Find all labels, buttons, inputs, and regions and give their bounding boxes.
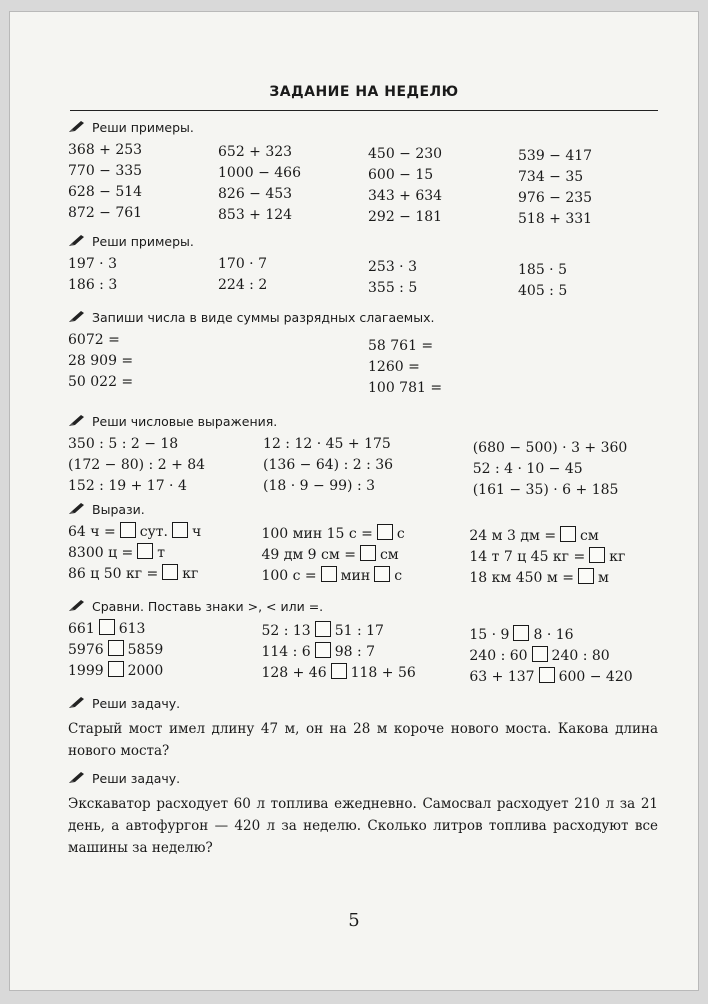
section-problem-1 bbox=[68, 694, 658, 762]
comparison: 52 : 13 51 : 17 bbox=[261, 623, 384, 639]
pencil-icon bbox=[68, 414, 86, 428]
conversion: 14 т 7 ц 45 кг = кг bbox=[469, 549, 626, 565]
section-header bbox=[68, 232, 658, 250]
section-comparisons bbox=[68, 597, 658, 688]
comparison: 114 : 6 98 : 7 bbox=[261, 644, 376, 660]
section-title: Реши задачу. bbox=[92, 770, 181, 786]
section-title: Сравни. Поставь знаки >, < или =. bbox=[92, 598, 324, 614]
section-title: Реши примеры. bbox=[92, 119, 194, 135]
conversion: 8300 ц = т bbox=[68, 545, 166, 561]
expression: (172 − 80) : 2 + 84 bbox=[68, 457, 206, 473]
example: 600 − 15 bbox=[368, 167, 434, 183]
section-title: Реши примеры. bbox=[92, 233, 194, 249]
example: 734 − 35 bbox=[518, 169, 584, 185]
example: 539 − 417 bbox=[518, 148, 593, 164]
number-item: 100 781 = bbox=[368, 380, 443, 396]
answer-box[interactable] bbox=[578, 568, 594, 584]
comparison: 15 · 9 8 · 16 bbox=[469, 627, 574, 643]
answer-box[interactable] bbox=[172, 522, 188, 538]
number-item: 6072 = bbox=[68, 332, 120, 348]
section-place-values bbox=[68, 308, 658, 399]
pencil-icon bbox=[68, 234, 86, 248]
example: 186 : 3 bbox=[68, 277, 118, 293]
example: 628 − 514 bbox=[68, 184, 143, 200]
example: 872 − 761 bbox=[68, 205, 143, 221]
example: 826 − 453 bbox=[218, 186, 293, 202]
example: 170 · 7 bbox=[218, 256, 267, 272]
conversions-grid bbox=[68, 522, 658, 589]
example: 343 + 634 bbox=[368, 188, 443, 204]
problem-text: Экскаватор расходует 60 л топлива ежедневно. Самосвал расходует 210 л за 21 день, а автофургон — 420 л за неделю. Сколько литров топлива расходуют все машины за неделю? bbox=[68, 796, 658, 856]
title-bar bbox=[70, 76, 658, 111]
answer-box[interactable] bbox=[377, 524, 393, 540]
example: 1000 − 466 bbox=[218, 165, 301, 181]
pencil-icon bbox=[68, 120, 86, 134]
number-item: 50 022 = bbox=[68, 374, 134, 390]
answer-box[interactable] bbox=[120, 522, 136, 538]
example: 224 : 2 bbox=[218, 277, 268, 293]
section-conversions bbox=[68, 500, 658, 589]
section-header bbox=[68, 769, 658, 787]
conversion: 49 дм 9 см = см bbox=[261, 547, 399, 563]
sign-box[interactable] bbox=[315, 642, 331, 658]
conversion: 100 мин 15 с = с bbox=[261, 526, 405, 542]
sign-box[interactable] bbox=[108, 661, 124, 677]
comparison: 63 + 137 600 − 420 bbox=[469, 669, 633, 685]
example: 197 · 3 bbox=[68, 256, 117, 272]
example: 355 : 5 bbox=[368, 280, 418, 296]
comparison: 5976 5859 bbox=[68, 642, 164, 658]
conversion: 64 ч = сут. ч bbox=[68, 524, 202, 540]
section-header bbox=[68, 694, 658, 712]
sign-box[interactable] bbox=[315, 621, 331, 637]
section-title: Вырази. bbox=[92, 501, 145, 517]
section-header bbox=[68, 412, 658, 430]
conversion: 100 с = мин с bbox=[261, 568, 403, 584]
example: 405 : 5 bbox=[518, 283, 568, 299]
pencil-icon bbox=[68, 599, 86, 613]
section-title: Реши задачу. bbox=[92, 695, 181, 711]
section-problem-2 bbox=[68, 769, 658, 859]
expression: (161 − 35) · 6 + 185 bbox=[472, 482, 619, 498]
example: 652 + 323 bbox=[218, 144, 293, 160]
comparison: 128 + 46 118 + 56 bbox=[261, 665, 416, 681]
example: 185 · 5 bbox=[518, 262, 567, 278]
pencil-icon bbox=[68, 696, 86, 710]
problem-text: Старый мост имел длину 47 м, он на 28 м короче нового моста. Какова длина нового моста? bbox=[68, 721, 658, 759]
expression: (18 · 9 − 99) : 3 bbox=[263, 478, 376, 494]
comparison: 240 : 60 240 : 80 bbox=[469, 648, 610, 664]
section-expressions bbox=[68, 412, 658, 501]
expression: 12 : 12 · 45 + 175 bbox=[263, 436, 391, 452]
expression: (680 − 500) · 3 + 360 bbox=[472, 440, 628, 456]
answer-box[interactable] bbox=[321, 566, 337, 582]
expression: 350 : 5 : 2 − 18 bbox=[68, 436, 179, 452]
comparison: 1999 2000 bbox=[68, 663, 164, 679]
worksheet-page bbox=[10, 12, 698, 990]
section-header bbox=[68, 118, 658, 136]
example: 770 − 335 bbox=[68, 163, 143, 179]
examples-grid bbox=[68, 254, 658, 302]
pencil-icon bbox=[68, 771, 86, 785]
number-item: 28 909 = bbox=[68, 353, 134, 369]
expression: 152 : 19 + 17 · 4 bbox=[68, 478, 187, 494]
answer-box[interactable] bbox=[560, 526, 576, 542]
number-item: 1260 = bbox=[368, 359, 420, 375]
example: 292 − 181 bbox=[368, 209, 443, 225]
section-header bbox=[68, 308, 658, 326]
expressions-grid bbox=[68, 434, 658, 501]
examples-grid bbox=[68, 140, 658, 230]
example: 253 · 3 bbox=[368, 259, 417, 275]
page-title: ЗАДАНИЕ НА НЕДЕЛЮ bbox=[269, 84, 459, 100]
sign-box[interactable] bbox=[539, 667, 555, 683]
example: 853 + 124 bbox=[218, 207, 293, 223]
comparison: 661 613 bbox=[68, 621, 146, 637]
number-item: 58 761 = bbox=[368, 338, 434, 354]
pencil-icon bbox=[68, 502, 86, 516]
expression: (136 − 64) : 2 : 36 bbox=[263, 457, 394, 473]
answer-box[interactable] bbox=[137, 543, 153, 559]
conversion: 18 км 450 м = м bbox=[469, 570, 609, 586]
answer-box[interactable] bbox=[374, 566, 390, 582]
section-arithmetic-2 bbox=[68, 232, 658, 302]
section-title: Запиши числа в виде суммы разрядных слагаемых. bbox=[92, 309, 435, 325]
example: 450 − 230 bbox=[368, 146, 443, 162]
example: 518 + 331 bbox=[518, 211, 593, 227]
example: 976 − 235 bbox=[518, 190, 593, 206]
answer-box[interactable] bbox=[589, 547, 605, 563]
section-title: Реши числовые выражения. bbox=[92, 413, 278, 429]
numbers-grid bbox=[68, 330, 658, 399]
expression: 52 : 4 · 10 − 45 bbox=[472, 461, 583, 477]
page-number: 5 bbox=[348, 910, 360, 931]
answer-box[interactable] bbox=[162, 564, 178, 580]
sign-box[interactable] bbox=[331, 663, 347, 679]
example: 368 + 253 bbox=[68, 142, 143, 158]
conversion: 86 ц 50 кг = кг bbox=[68, 566, 199, 582]
section-header bbox=[68, 597, 658, 615]
sign-box[interactable] bbox=[513, 625, 529, 641]
section-arithmetic-1 bbox=[68, 118, 658, 230]
answer-box[interactable] bbox=[360, 545, 376, 561]
sign-box[interactable] bbox=[108, 640, 124, 656]
conversion: 24 м 3 дм = см bbox=[469, 528, 599, 544]
sign-box[interactable] bbox=[99, 619, 115, 635]
pencil-icon bbox=[68, 310, 86, 324]
comparisons-grid bbox=[68, 619, 658, 688]
sign-box[interactable] bbox=[532, 646, 548, 662]
section-header bbox=[68, 500, 658, 518]
